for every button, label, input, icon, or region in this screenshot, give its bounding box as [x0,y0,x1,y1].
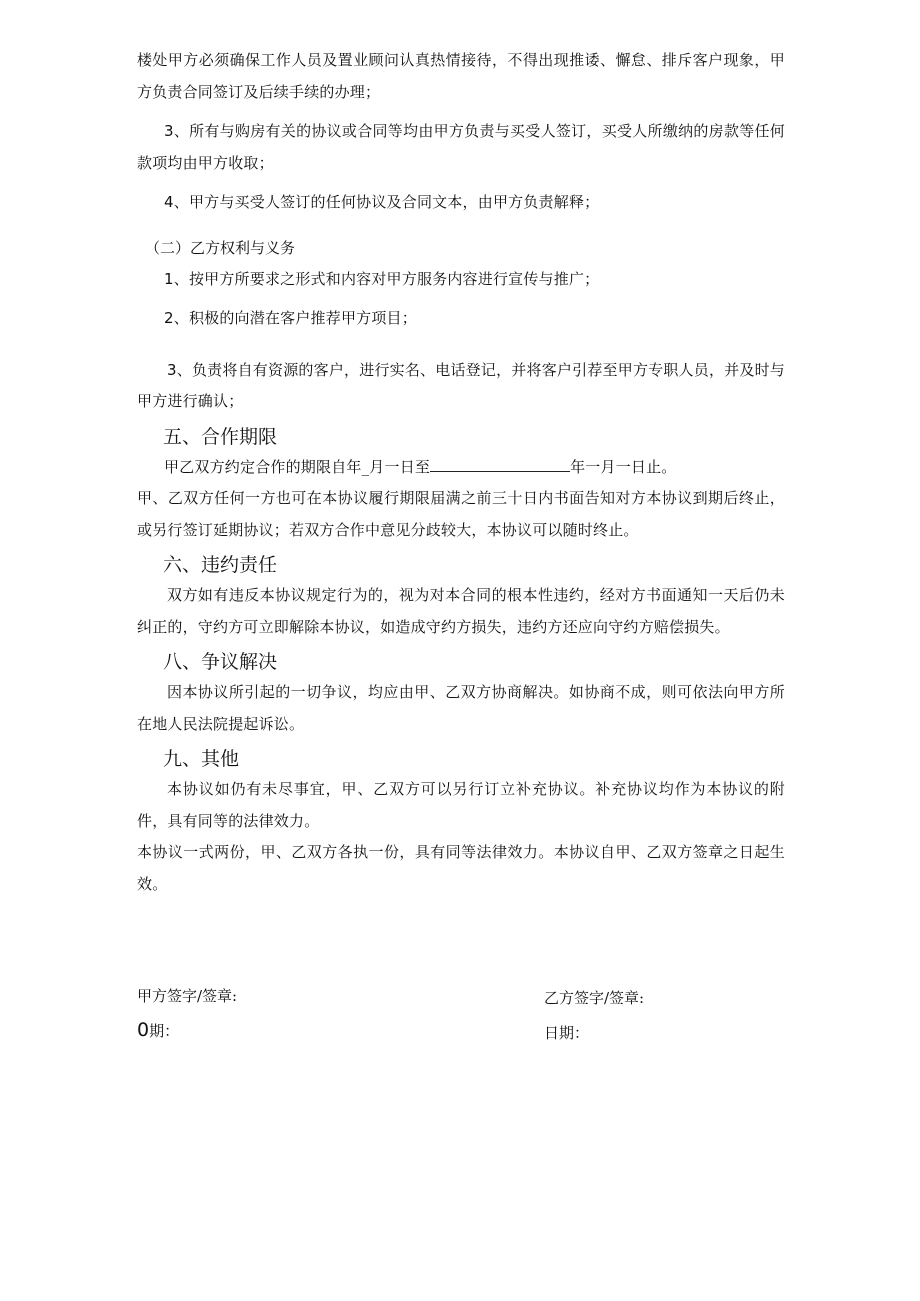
clause-number: 3、 [167,360,192,379]
party-b-item-2 [137,303,785,335]
section-heading-dispute: 八、争议解决 [163,651,278,673]
section-heading-breach: 六、违约责任 [163,554,278,576]
clause-number: 4、 [164,193,189,211]
party-b-date-label: 日期： [544,1024,590,1042]
clause-3-contracts [137,116,785,179]
breach-paragraph: 双方如有违反本协议规定行为的，视为对本合同的根本性违约，经对方书面通知一天后仍未纠正的，守约方可立即解除本协议，如造成守约方损失，违约方还应向守约方赔偿损失。 [137,586,785,636]
clause-text: 按甲方所要求之形式和内容对甲方服务内容进行宣传与推广； [188,269,600,288]
clause-number: 1、 [164,269,189,288]
blank-line [430,456,570,472]
term-termination-paragraph: 甲、乙双方任何一方也可在本协议履行期限届满之前三十日内书面告知对方本协议到期后终止，或另行签订延期协议；若双方合作中意见分歧较大，本协议可以随时终止。 [137,489,785,539]
party-a-date-label [137,1018,179,1043]
paragraph-sales-office: 楼处甲方必须确保工作人员及置业顾问认真热情接待，不得出现推诿、懈怠、排斥客户现象，甲方负责合同签订及后续手续的办理； [137,51,785,101]
party-b-item-1 [137,264,785,296]
other-paragraph-2: 本协议一式两份，甲、乙双方各执一份，具有同等法律效力。本协议自甲、乙双方签章之日起生效。 [137,843,785,893]
clause-text: 甲方与买受人签订的任何协议及合同文本，由甲方负责解释； [188,193,600,211]
date-suffix: 期： [149,1022,180,1040]
clause-text: 积极的向潜在客户推荐甲方项目； [188,309,417,327]
other-paragraph-1: 本协议如仍有未尽事宜，甲、乙双方可以另行订立补充协议。补充协议均作为本协议的附件，具有同等的法律效力。 [137,780,785,830]
party-b-item-3 [137,355,785,418]
clause-text: 负责将自有资源的客户，进行实名、电话登记，并将客户引荐至甲方专职人员，并及时与甲方进行确认； [137,360,785,410]
term-end-text: 年一月一日止。 [570,457,677,476]
date-prefix-glyph: 0 [137,1019,150,1041]
clause-text: 所有与购房有关的协议或合同等均由甲方负责与买受人签订，买受人所缴纳的房款等任何款项均由甲方收取； [137,122,785,172]
clause-number: 3、 [164,122,190,140]
subsection-heading-party-b: （二）乙方权利与义务 [145,238,296,257]
party-a-signature-label: 甲方签字/签章: [137,987,238,1005]
dispute-paragraph: 因本协议所引起的一切争议，均应由甲、乙双方协商解决。如协商不成，则可依法向甲方所在地人民法院提起诉讼。 [137,683,785,733]
term-start-text: 甲乙双方约定合作的期限自年_月一日至 [164,457,431,476]
clause-number: 2、 [164,309,189,327]
document-body [137,45,785,900]
clause-4-interpretation [137,187,785,219]
party-b-signature-label: 乙方签字/签章: [544,989,645,1007]
term-period-line [137,452,785,484]
section-heading-term: 五、合作期限 [163,425,278,448]
section-heading-other: 九、其他 [163,748,240,770]
